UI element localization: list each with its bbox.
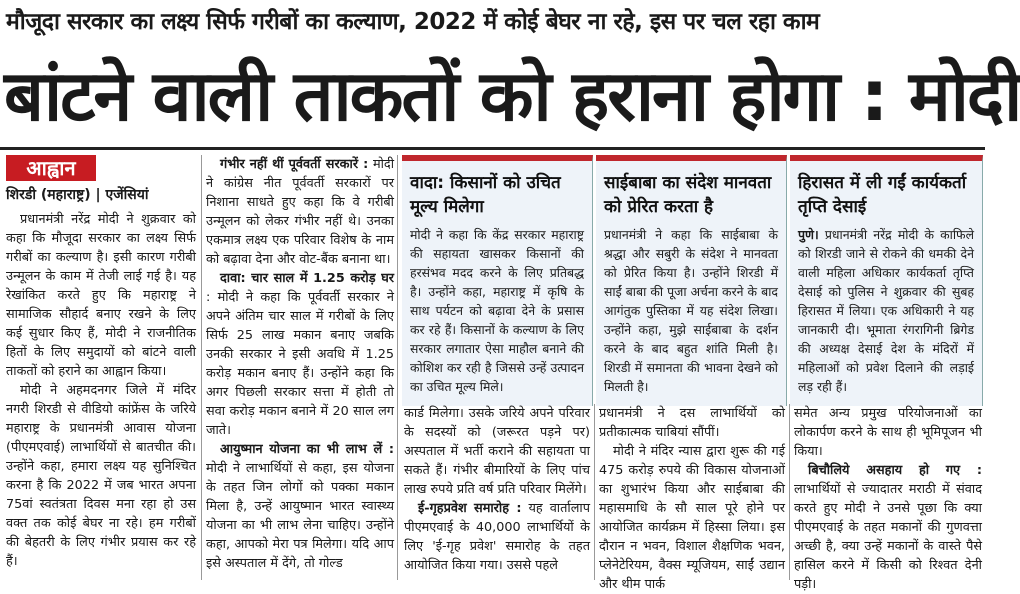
subsection [794, 461, 982, 594]
paragraph: प्रधानमंत्री नरेंद्र मोदी ने शुक्रवार को कहा कि मौजूदा सरकार का लक्ष्य सिर्फ गरीबों का कल्याण है। इसी कारण गरीबी उन्मूलन के काम में तेजी लाई गई है। यह रेखांकित करते हुए कि महाराष्ट्र ने सामाजिक सौहार्द बनाए रखने के लिए कई सुधार किए हैं, मोदी ने राजनीतिक हितों के लिए समुदायों को बांटने वाली ताकतों को हराने का आह्वान किया। [6, 212, 196, 379]
subhead: दावा: चार साल में 1.25 करोड़ घर [220, 271, 394, 286]
box-title: वादा: किसानों को उचित मूल्य मिलेगा [410, 173, 561, 217]
subsection-text: यह वार्तालाप पीएमएवाई के 40,000 लाभार्थियों के लिए 'ई-गृह प्रवेश' समारोह के तहत आयोजित किया गया। उससे पहले [404, 501, 590, 573]
article-column-2 [206, 155, 394, 580]
box-text: प्रधानमंत्री ने कहा कि साईबाबा के श्रद्धा और सबुरी के संदेश ने मानवता को प्रेरित किया है। उन्होंने शिरडी में साईं बाबा की पूजा अर्चना करने के बाद आगंतुक पुस्तिका में यह संदेश लिखा। उन्होंने कहा, मुझे साईबाबा के दर्शन करने के बाद बहुत शांति मिली है। शिरडी में समानता की भावना देखने को मिलती है। [604, 227, 778, 394]
article-column-1 [6, 210, 196, 580]
column-divider [201, 155, 202, 580]
subsection [206, 155, 394, 269]
box-body: प्रधानमंत्री नरेंद्र मोदी के काफिले को शिरडी जाने से रोकने की धमकी देने वाली महिला अधिकार कार्यकर्ता तृप्ति देसाई को पुलिस ने शुक्रवार की सुबह हिरासत में लिया। एक अधिकारी ने यह जानकारी दी। भूमाता रंगरागिनी ब्रिगेड की अध्यक्ष देसाई देश के मंदिरों में महिलाओं को प्रवेश दिलाने की लड़ाई लड़ रही हैं। [798, 227, 974, 394]
subsection-text: मोदी ने लाभार्थियों से कहा, इस योजना के तहत जिन लोगों को पक्का मकान मिला है, उन्हें आयुष्मान भारत स्वास्थ्य योजना का भी लाभ लेना चाहिए। उन्होंने कहा, आपको मेरा पत्र मिलेगा। यदि आप इसे अस्पताल में देंगे, तो गोल्ड [206, 461, 394, 571]
dateline: शिरडी (महाराष्ट्र) | एजेंसियां [6, 187, 149, 203]
box-title: साईबाबा का संदेश मानवता को प्रेरित करता है [604, 173, 772, 217]
box-text: मोदी ने कहा कि केंद्र सरकार महाराष्ट्र की सहायता खासकर किसानों की हरसंभव मदद करने के लिए प्रतिबद्ध है। उन्होंने कहा, महाराष्ट्र में कृषि के साथ पर्यटन को बढ़ावा देने के प्रसास कर रहे हैं। किसानों के कल्याण के लिए सरकार लगातार ऐसा माहौल बनाने की कोशिश कर रही है जिससे उन्हें उत्पादन का उचित मूल्य मिले। [410, 227, 584, 394]
paragraph: समेत अन्य प्रमुख परियोजनाओं का लोकार्पण करने के साथ ही भूमिपूजन भी किया। [794, 406, 982, 459]
box-title: हिरासत में ली गईं कार्यकर्ता तृप्ति देसाई [798, 173, 967, 217]
paragraph: मोदी ने मंदिर न्यास द्वारा शुरू की गई 475 करोड़ रुपये की विकास योजनाओं का शुभारंभ किया और साईबाबा की महासमाधि के सौ साल पूरे होने पर आयोजित कार्यक्रम में हिस्सा लिया। इस दौरान न भवन, विशाल शैक्षणिक भवन, प्लेनेटेरियम, वैक्स म्यूजियम, साईं उद्यान और थीम पार्क [599, 444, 785, 592]
paragraph: प्रधानमंत्री ने दस लाभार्थियों को प्रतीकात्मक चाबियां सौंपीं। [599, 406, 785, 440]
kicker-headline: मौजूदा सरकार का लक्ष्य सिर्फ गरीबों का कल्याण, 2022 में कोई बेघर ना रहे, इस पर चल रहा काम [6, 9, 820, 35]
box-place: पुणे। [798, 227, 819, 242]
subsection [404, 499, 590, 575]
subhead: आयुष्मान योजना का भी लाभ लें : [220, 442, 394, 457]
paragraph: मोदी ने अहमदनगर जिले में मंदिर नगरी शिरडी से वीडियो कांफ्रेंस के जरिये महाराष्ट्र के प्रधानमंत्री आवास योजना (पीएमएवाई) लाभार्थियों से बातचीत की। उन्होंने कहा, हमारा लक्ष्य यह सुनिश्चित करना है कि 2022 में जब भारत अपना 75वां स्वतंत्रता दिवस मना रहा हो उस वक्त तक कोई बेघर ना रहे। हम गरीबों की बेहतरी के लिए गंभीर प्रयास कर रहे हैं। [6, 383, 196, 569]
box-text [790, 225, 982, 396]
subhead: बिचौलिये असहाय हो गए : [808, 463, 982, 478]
subhead: गंभीर नहीं थीं पूर्ववर्ती सरकारें : [220, 157, 369, 172]
column-divider [594, 404, 595, 580]
subsection [206, 269, 394, 440]
column-divider [397, 155, 398, 580]
paragraph: कार्ड मिलेगा। उसके जरिये अपने परिवार के सदस्यों को (जरूरत पड़ने पर) अस्पताल में भर्ती कराने की सहायता पा सकते हैं। गंभीर बीमारियों के लिए पांच लाख रुपये प्रति वर्ष प्रति परिवार मिलेंगे। [404, 406, 590, 497]
subhead: ई-गृहप्रवेश समारोह : [418, 501, 522, 516]
headline-rule [0, 147, 985, 150]
subsection-text: : मोदी ने कहा कि पूर्ववर्ती सरकार ने अपने अंतिम चार साल में गरीबों के लिए सिर्फ 25 लाख मकान बनाए जबकि उनकी सरकार ने इसी अवधि में 1.25 करोड़ मकान बनाए हैं। उन्होंने कहा कि अगर पिछली सरकार सत्ता में होती तो सवा करोड़ मकान बनाने में 20 साल लग जाते। [206, 290, 394, 438]
sidebar-box-farmers [402, 155, 593, 406]
subsection-text: मोदी ने कांग्रेस नीत पूर्ववर्ती सरकारों पर निशाना साधते हुए कहा कि वे गरीबी उन्मूलन को लेकर गंभीर नहीं थे। उनका एकमात्र लक्ष्य एक परिवार विशेष के नाम को बढ़ावा देना और वोट-बैंक बनाना था। [206, 157, 395, 267]
subsection [206, 440, 394, 573]
column-divider [789, 404, 790, 580]
subsection-text: लाभार्थियों से ज्यादातर मराठी में संवाद करते हुए मोदी ने उनसे पूछा कि क्या पीएमएवाई के तहत मकानों की गुणवत्ता अच्छी है, क्या उन्हें मकानों के वास्ते पैसे हासिल करने में किसी को रिश्वत देनी पड़ी। [794, 482, 982, 592]
section-label: आह्वान [6, 155, 96, 181]
article-column-3 [404, 404, 590, 580]
article-column-4 [599, 404, 785, 592]
article-column-5 [794, 404, 982, 592]
sidebar-box-saibaba [596, 155, 787, 406]
main-headline: बांटने वाली ताकतों को हराना होगा : मोदी [4, 55, 1020, 137]
sidebar-box-trupti-desai [790, 155, 983, 406]
